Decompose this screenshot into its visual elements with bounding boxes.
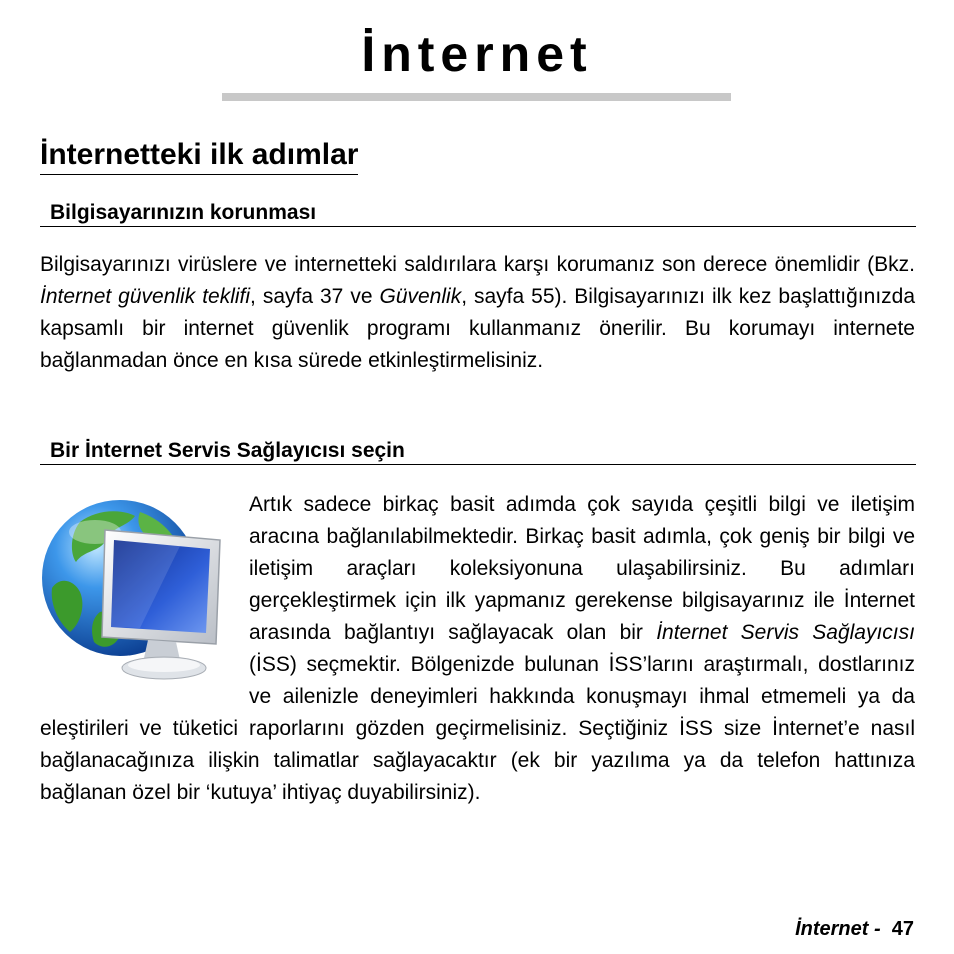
protection-text-a: Bilgisayarınızı virüslere ve internetteki saldırılara karşı korumanız son derece önemlidir (Bkz.	[40, 253, 915, 276]
page-number: 47	[891, 918, 914, 940]
isp-reference: İnternet Servis Sağlayıcısı	[656, 621, 915, 644]
security-reference: Güvenlik	[379, 285, 462, 308]
protection-text-b: , sayfa 37 ve	[250, 285, 380, 308]
isp-paragraph	[40, 489, 915, 809]
isp-text-b: (İSS) seçmektir. Bölgenizde bulunan İSS’larını araştırmalı, dostlarınız ve ailenizle deneyimleri hakkında konuşmayı ihmal etmemeli ya da eleştirileri ve tüketici raporlarını gözden geçirmelisiniz. Seçtiğiniz İSS size İnternet’e nasıl bağlanacağınıza ilişkin talimatlar sağlayacaktır (ek bir yazılıma ya da telefon hattınıza bağlanan özel bir ‘kutuya’ ihtiyaç duyabilirsiniz).	[40, 653, 915, 804]
isp-text-a: Artık sadece birkaç basit adımda çok sayıda çeşitli bilgi ve iletişim aracına bağlanılabilmektedir. Birkaç basit adımla, çok geniş bir bilgi ve iletişim araçları koleksiyonuna ulaşabilirsiniz. Bu adımları gerçekleştirmek için ilk yapmanız gerekense bilgisayarınız ile İnternet arasında bağlantıyı sağlayacak olan bir	[249, 493, 915, 644]
security-offer-reference: İnternet güvenlik teklifi	[40, 285, 251, 308]
subsection-heading-protection: Bilgisayarınızın korunması	[40, 200, 916, 227]
globe-monitor-icon	[40, 492, 235, 688]
footer-chapter-label: İnternet -	[795, 918, 881, 940]
page-footer	[795, 916, 914, 942]
title-rule	[222, 93, 731, 101]
section-title: İnternetteki ilk adımlar	[40, 136, 358, 175]
protection-paragraph	[40, 249, 915, 377]
protection-text-c: , sayfa 55). Bilgisayarınızı ilk kez başlattığınızda kapsamlı bir internet güvenlik programı kullanmanız önerilir. Bu korumayı internete bağlanmadan önce en kısa sürede etkinleştirmelisiniz.	[40, 285, 916, 372]
chapter-title: İnternet	[361, 26, 593, 82]
subsection-heading-isp: Bir İnternet Servis Sağlayıcısı seçin	[40, 438, 916, 465]
